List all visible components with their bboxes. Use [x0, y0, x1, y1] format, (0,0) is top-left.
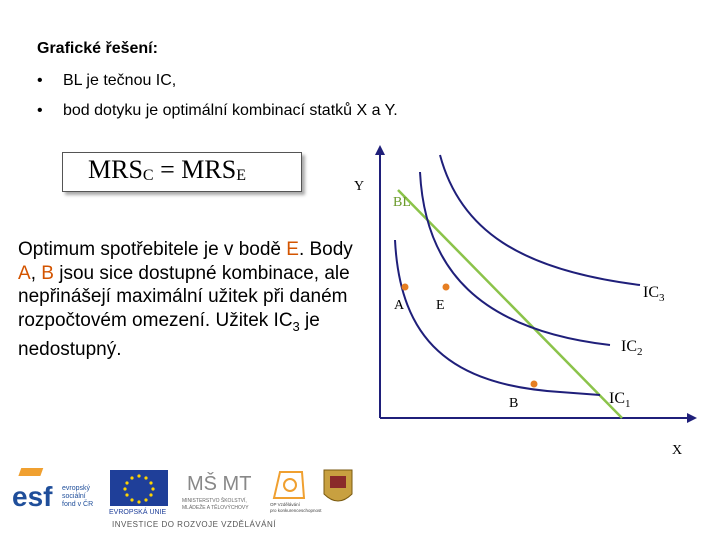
para-text: jsou sice dostupné kombinace, ale nepřinášejí maximální užitek při daném rozpočtovém omezení. Užitek IC: [18, 262, 350, 331]
budget-line-label: BL: [393, 195, 411, 210]
esf-logo: [12, 466, 97, 516]
ic3-curve: [440, 155, 640, 285]
esf-wordmark: esf: [12, 481, 53, 512]
op-logo: [270, 472, 322, 513]
mrs-e-sub: E: [236, 167, 246, 184]
mrs-c-sub: C: [142, 167, 154, 184]
point-a-marker: [402, 284, 409, 291]
point-e-marker: [443, 284, 450, 291]
point-b-label: B: [509, 396, 519, 411]
eu-flag-logo: [109, 470, 168, 516]
msmt-wordmark: MŠ MT: [187, 473, 252, 495]
ic1-label-base: IC: [609, 390, 625, 407]
para-text: ,: [30, 262, 42, 284]
esf-line-2: sociální: [62, 493, 86, 500]
ic3-label-base: IC: [643, 284, 659, 301]
msmt-logo: [182, 472, 251, 511]
msmt-line-1: MINISTERSTVO ŠKOLSTVÍ,: [182, 498, 247, 504]
mrs-equals: =: [153, 155, 182, 184]
op-line-1: OP Vzdělávání: [270, 502, 300, 507]
para-text: je nedostupný.: [18, 309, 320, 360]
ic2-label: [621, 338, 643, 358]
ic3-label: [643, 284, 665, 304]
ic2-label-sub: 2: [637, 346, 643, 358]
point-b-marker: [531, 381, 538, 388]
op-line-2: pro konkurenceschopnost: [270, 508, 322, 513]
ic1-label-sub: 1: [625, 398, 631, 410]
esf-line-3: fond v ČR: [62, 501, 94, 508]
para-point-e: E: [286, 239, 299, 260]
para-point-b: B: [41, 262, 54, 284]
para-point-a: A: [18, 262, 31, 284]
university-crest-logo: [324, 470, 352, 501]
ic2-label-base: IC: [621, 338, 637, 355]
x-axis-label: X: [672, 443, 683, 458]
footer-tagline: INVESTICE DO ROZVOJE VZDĚLÁVÁNÍ: [112, 520, 276, 529]
bullet-dot-icon: •: [37, 72, 43, 89]
slide-heading: Grafické řešení:: [37, 40, 158, 57]
bullet-text: BL je tečnou IC,: [63, 72, 177, 89]
sponsor-logos: [12, 466, 367, 516]
ic1-curve: [395, 240, 600, 395]
point-e-label: E: [436, 298, 445, 313]
esf-line-1: evropský: [62, 485, 91, 492]
ic3-label-sub: 3: [659, 292, 665, 304]
eu-label: EVROPSKÁ UNIE: [109, 509, 167, 516]
budget-line: [398, 190, 622, 418]
para-text: . Body: [298, 239, 353, 260]
point-a-label: A: [394, 298, 405, 313]
ic2-curve: [420, 172, 610, 345]
bullet-text: bod dotyku je optimální kombinací statků X a Y.: [63, 102, 398, 119]
msmt-line-2: MLÁDEŽE A TĚLOVÝCHOVY: [182, 505, 249, 511]
para-ic-sub: 3: [292, 318, 300, 334]
mrs-e-base: MRS: [181, 155, 237, 184]
bullet-dot-icon: •: [37, 102, 43, 119]
y-axis-label: Y: [354, 179, 365, 194]
mrs-c-base: MRS: [88, 155, 143, 184]
para-text: Optimum spotřebitele je v bodě: [18, 239, 287, 260]
